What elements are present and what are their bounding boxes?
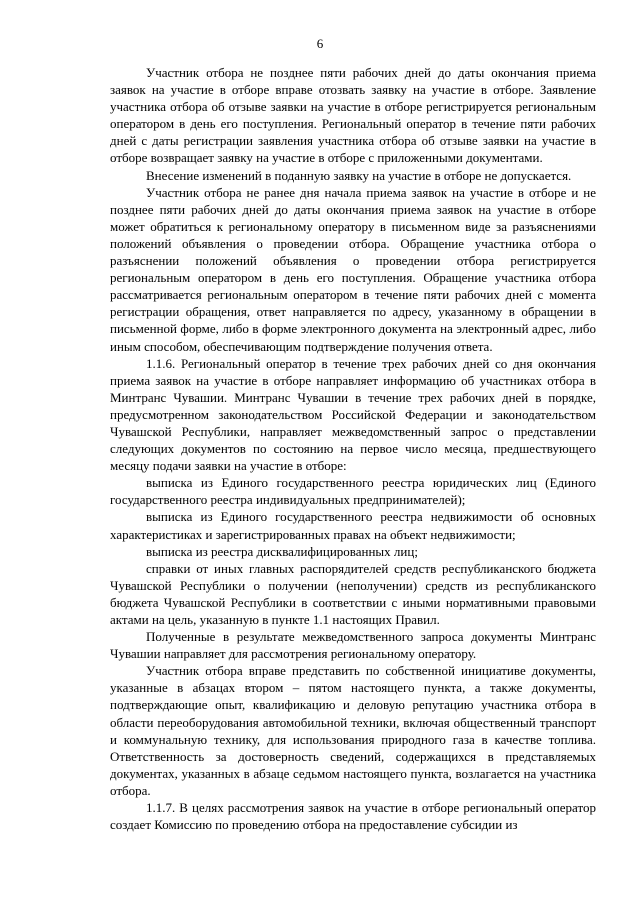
list-item-disqualified-extract: выписка из реестра дисквалифицированных лиц; xyxy=(146,543,418,559)
paragraph-withdrawal: Участник отбора не позднее пяти рабочих дней до даты окончания приема заявок на участие в отборе вправе отозвать заявку на участие в отборе. Заявление участника отбора об отзыве заявки на участие в отборе регистрируется региональным оператором в день его поступления. Региональный оператор в течение пяти рабочих дней с даты регистрации заявления участника отбора об отзыве заявки на участие в отборе возвращает заявку на участие в отборе с приложенными документами. xyxy=(110,65,596,166)
paragraph-own-initiative: Участник отбора вправе представить по собственной инициативе документы, указанные в абзацах втором – пятом настоящего пункта, а также документы, подтверждающие опыт, квалификацию и деловую репутацию участника отбора в области переоборудования автомобильной техники, включая общественный транспорт и коммунальную технику, для использования природного газа в качестве топлива. Ответственность за достоверность сведений, содержащихся в представляемых документах, указанных в абзаце седьмом настоящего пункта, возлагается на участника отбора. xyxy=(110,663,596,798)
paragraph-1-1-6: 1.1.6. Региональный оператор в течение трех рабочих дней со дня окончания приема заявок на участие в отборе направляет информацию об участниках отбора в Минтранс Чувашии. Минтранс Чувашии в течение трех рабочих дней в порядке, предусмотренном законодательством Российской Федерации и законодательством Чувашской Республики, направляет межведомственный запрос о представлении следующих документов по состоянию на первое число месяца, предшествующего месяцу подачи заявки на участие в отборе: xyxy=(110,355,596,474)
list-item-budget-certificates: справки от иных главных распорядителей средств республиканского бюджета Чувашской Республики о получении (неполучении) средств из республиканского бюджета Чувашской Республики в соответствии с иными нормативными правовыми актами на цель, указанную в пункте 1.1 настоящих Правил. xyxy=(110,560,596,627)
paragraph-clarification: Участник отбора не ранее дня начала приема заявок на участие в отборе и не позднее пяти рабочих дней до даты окончания приема заявок на участие в отборе может обратиться к региональному оператору в письменном виде за разъяснениями положений объявления о проведении отбора. Обращение участника отбора о разъяснении положений объявления о проведении отбора регистрируется региональным оператором в день его поступления. Обращение участника отбора рассматривается региональным оператором в течение пяти рабочих дней с момента регистрации обращения, ответ направляется по адресу, указанному в обращении в письменной форме, либо в форме электронного документа на электронный адрес, либо иным способом, обеспечивающим подтверждение получения ответа. xyxy=(110,184,596,354)
paragraph-1-1-7: 1.1.7. В целях рассмотрения заявок на участие в отборе региональный оператор создает Комиссию по проведению отбора на предоставление субсидии из xyxy=(110,800,596,833)
list-item-real-estate-extract: выписка из Единого государственного реестра недвижимости об основных характеристиках и зарегистрированных правах на объект недвижимости; xyxy=(110,509,596,542)
paragraph-documents-forwarding: Полученные в результате межведомственного запроса документы Минтранс Чувашии направляет для рассмотрения региональному оператору. xyxy=(110,629,596,662)
list-item-legal-entities-extract: выписка из Единого государственного реестра юридических лиц (Единого государственного реестра индивидуальных предпринимателей); xyxy=(110,475,596,508)
paragraph-no-changes: Внесение изменений в поданную заявку на участие в отборе не допускается. xyxy=(146,167,572,183)
document-body xyxy=(110,64,596,833)
page-number: 6 xyxy=(316,36,324,51)
